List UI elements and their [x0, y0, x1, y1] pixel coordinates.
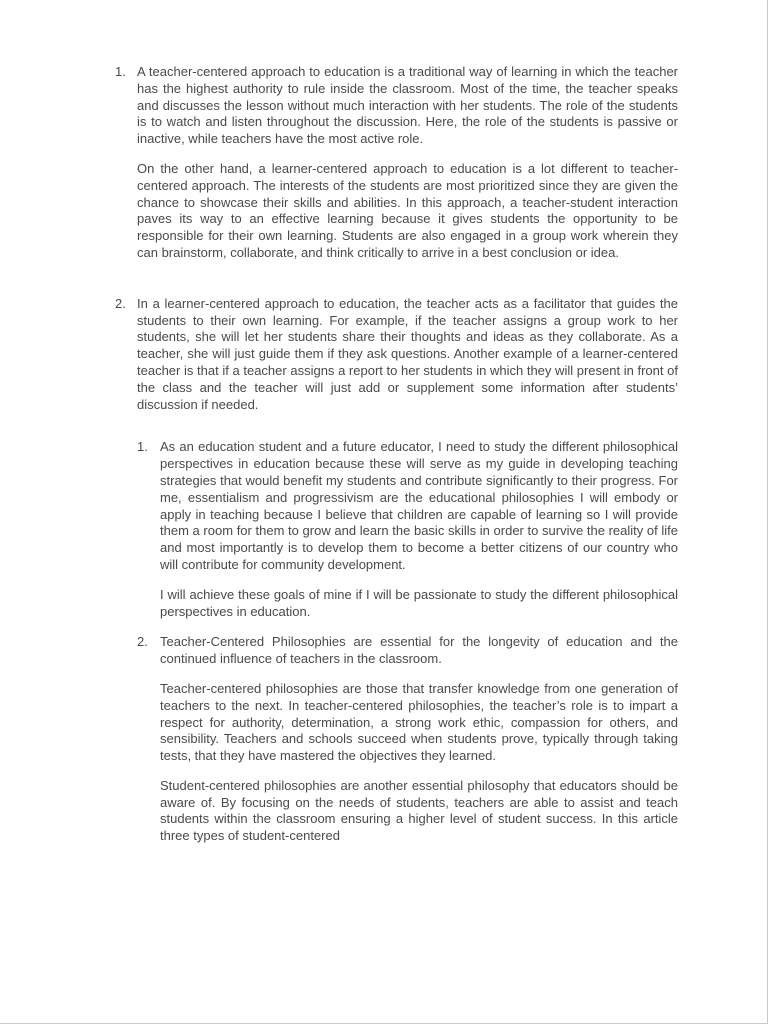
list-number: 1. [115, 64, 126, 79]
list-item [137, 634, 678, 845]
outer-numbered-list [115, 64, 678, 413]
list-item [115, 296, 678, 414]
paragraph: I will achieve these goals of mine if I will be passionate to study the different philosophical perspectives in education. [160, 586, 678, 619]
list-item [115, 64, 678, 262]
list-item-content [137, 64, 678, 262]
list-number: 2. [137, 634, 148, 650]
paragraph: In a learner-centered approach to education, the teacher acts as a facilitator that guides the students to their own learning. For example, if the teacher assigns a group work to her students, she will let her students share their thoughts and ideas as they collaborate. As a teacher, she will just guide them if they ask questions. Another example of a learner-centered teacher is that if a teacher assigns a report to her students in which they will present in front of the class and the teacher will just add or supplement some information after students’ discussion if needed. [137, 295, 678, 412]
paragraph: Teacher-centered philosophies are those that transfer knowledge from one generation of teachers to the next. In teacher-centered philosophies, the teacher’s role is to impart a respect for authority, determination, a strong work ethic, compassion for others, and sensibility. Teachers and schools succeed when students prove, typically through taking tests, that they have mastered the objectives they learned. [160, 680, 678, 764]
paragraph: A teacher-centered approach to education is a traditional way of learning in which the teacher has the highest authority to rule inside the classroom. Most of the time, the teacher speaks and discusses the lesson without much interaction with her students. The role of the students is to watch and listen throughout the discussion. Here, the role of the students is passive or inactive, while teachers have the most active role. [137, 64, 678, 147]
paragraph: Teacher-Centered Philosophies are essential for the longevity of education and the continued influence of teachers in the classroom. [160, 634, 678, 667]
paragraph: On the other hand, a learner-centered approach to education is a lot different to teacher-centered approach. The interests of the students are most prioritized since they are given the chance to showcase their skills and abilities. In this approach, a teacher-student interaction paves its way to an effective learning because it gives students the opportunity to be responsible for their own learning. Students are also engaged in a group work wherein they can brainstorm, collaborate, and think critically to arrive in a best conclusion or idea. [137, 160, 678, 260]
list-item-content [160, 634, 678, 845]
paragraph: As an education student and a future educator, I need to study the different philosophical perspectives in education because these will serve as my guide in developing teaching strategies that would benefit my students and contribute significantly to their progress. For me, essentialism and progressivism are the educational philosophies I will embody or apply in teaching because I believe that children are capable of learning so I will provide them a room for them to grow and learn the basic skills in order to survive the reality of life and most importantly is to develop them to become a better citizens of our country who will contribute for community development. [160, 439, 678, 572]
paragraph: Student-centered philosophies are another essential philosophy that educators should be aware of. By focusing on the needs of students, teachers are able to assist and teach students within the classroom ensuring a higher level of student success. In this article three types of student-centered [160, 777, 678, 844]
list-item-content [137, 296, 678, 414]
list-item-content [160, 439, 678, 620]
list-number: 2. [115, 295, 126, 311]
list-number: 1. [137, 439, 148, 455]
list-item [137, 439, 678, 620]
inner-numbered-list [137, 439, 678, 845]
